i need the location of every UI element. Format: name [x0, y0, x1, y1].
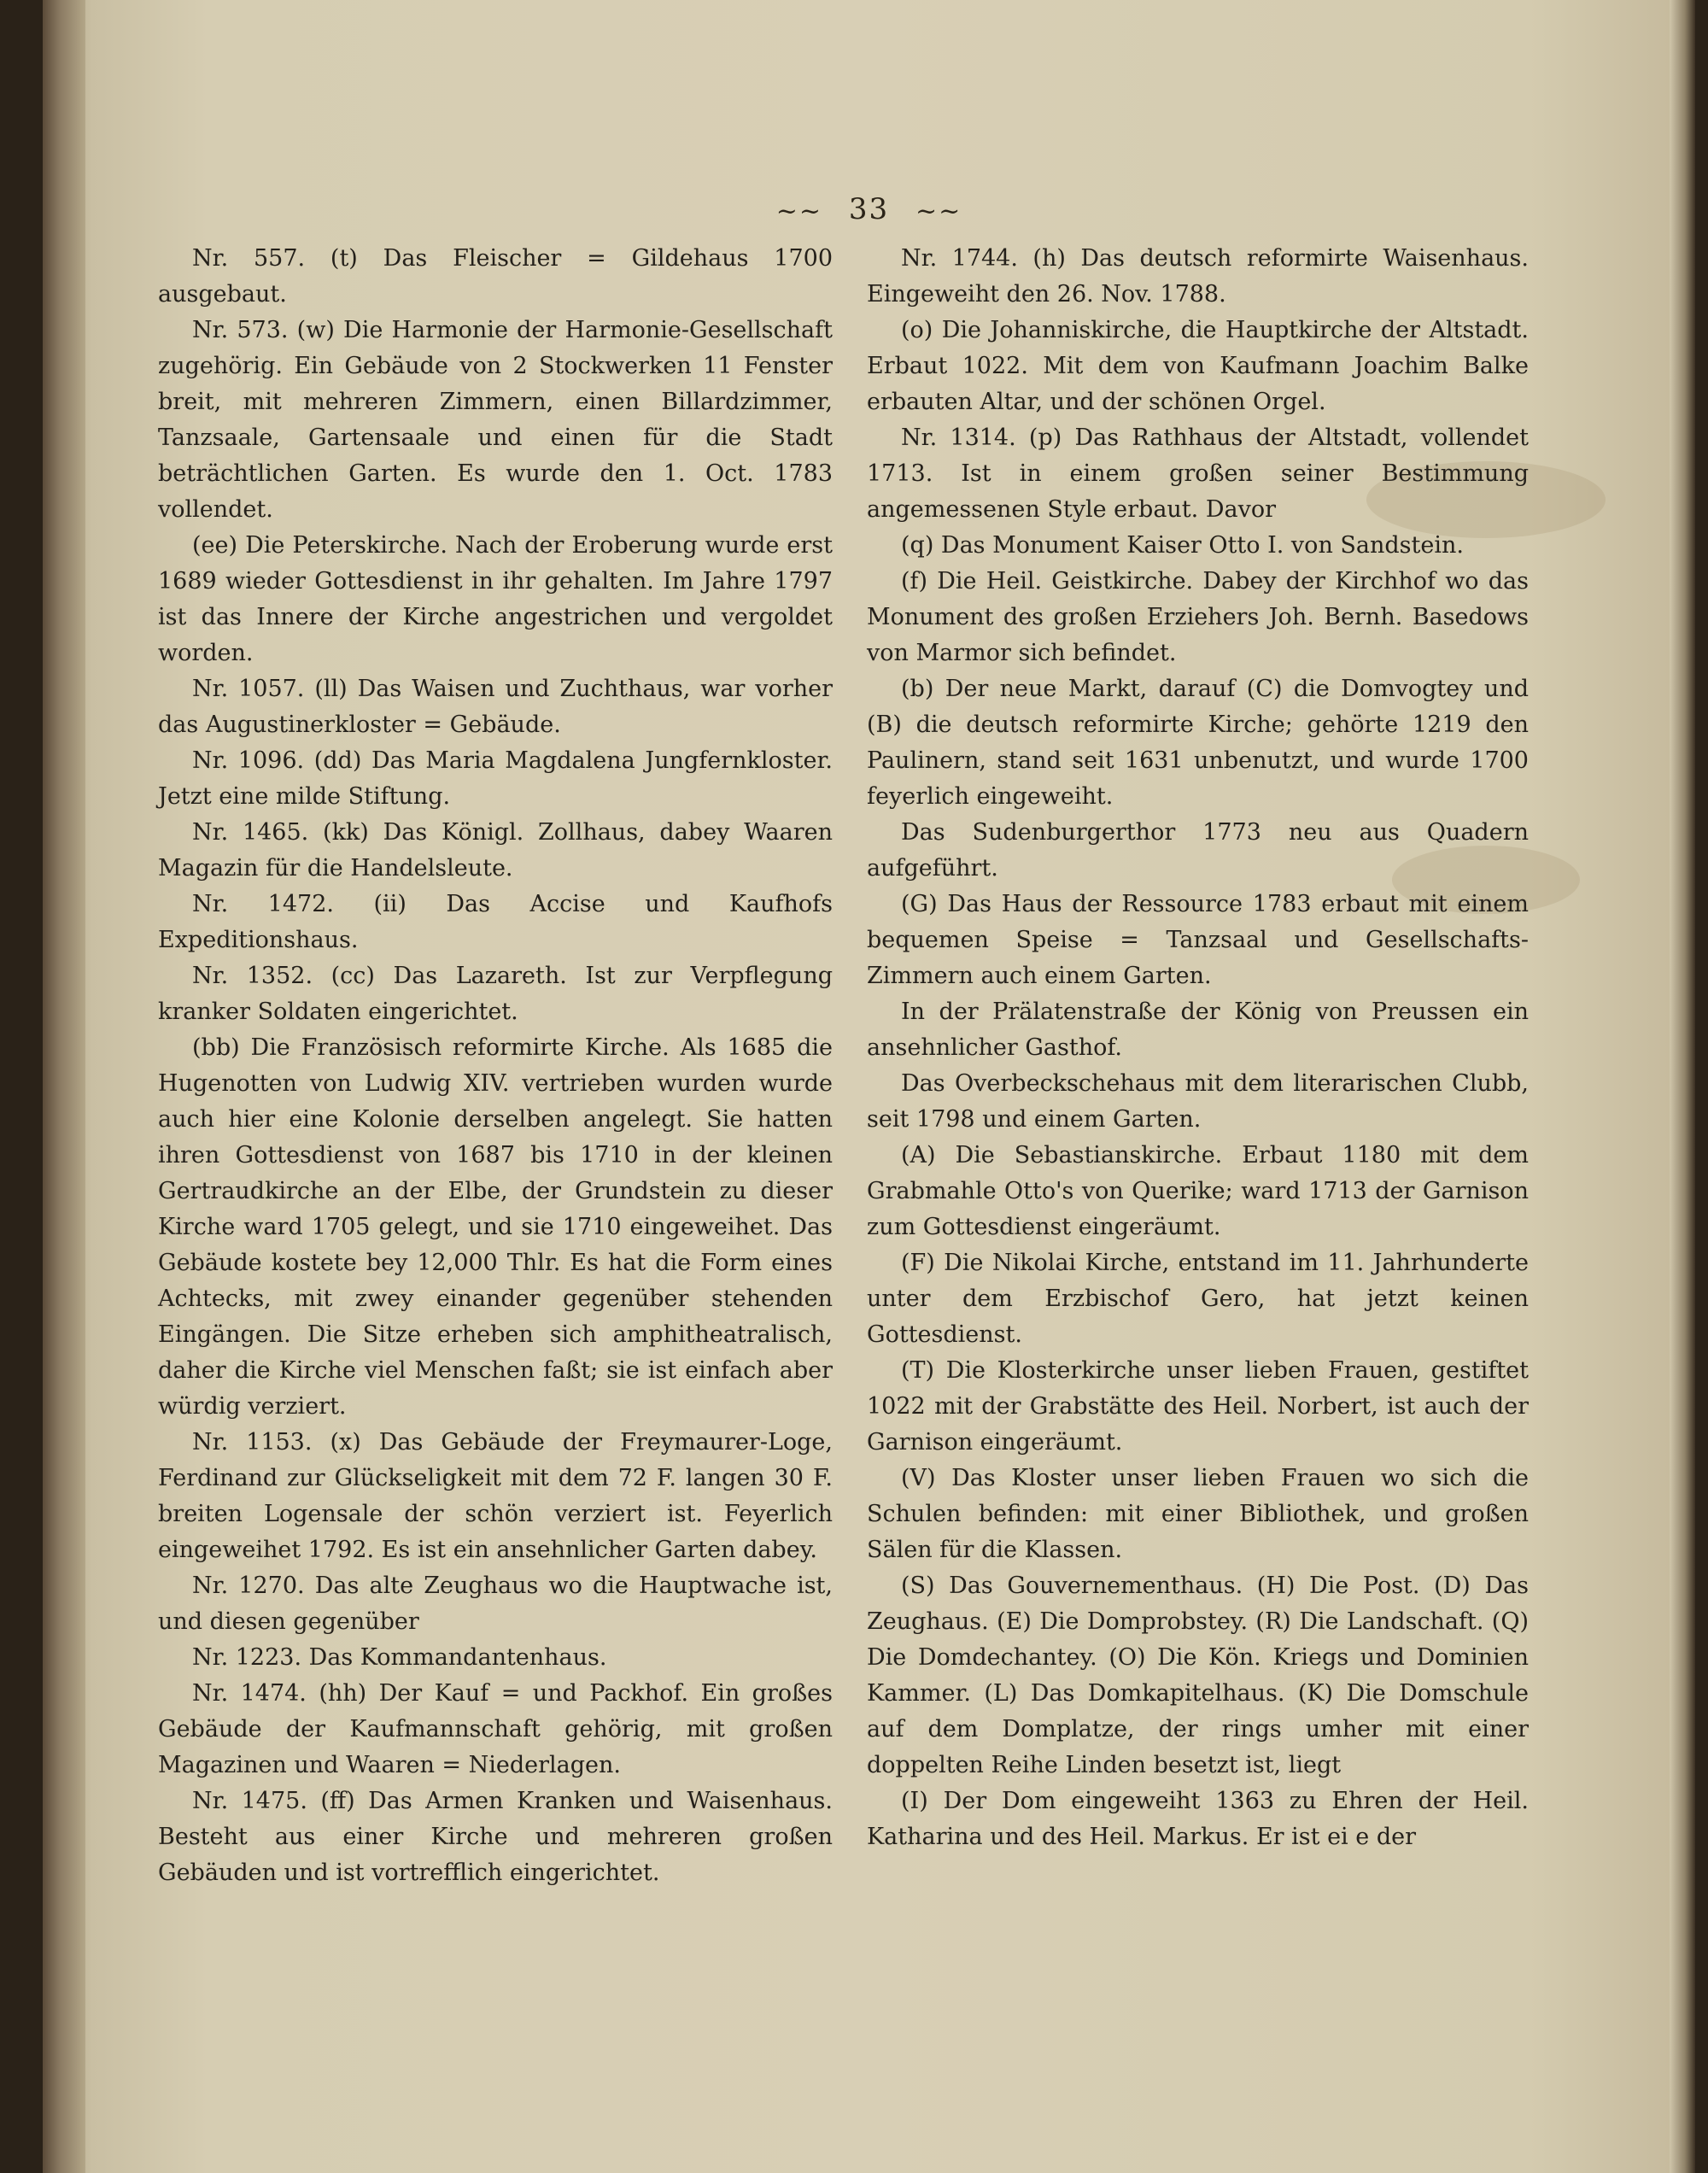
entry-paragraph: Nr. 1465. (kk) Das Königl. Zollhaus, dabey Waaren Magazin für die Handelsleute.: [158, 819, 833, 882]
entry-paragraph: (S) Das Gouvernementhaus. (H) Die Post. (D) Das Zeughaus. (E) Die Domprobstey. (R) Die Landschaft. (Q) Die Domdechantey. (O) Die Kön. Kriegs und Dominien Kammer. (L) Das Domkapitelhaus. (K) Die Domschule auf dem Domplatze, der rings umher mit einer doppelten Reihe Linden besetzt ist, liegt: [867, 1573, 1529, 1778]
entry-paragraph: Nr. 573. (w) Die Harmonie der Harmonie-Gesellschaft zugehörig. Ein Gebäude von 2 Stockwerken 11 Fenster breit, mit mehreren Zimmern, einen Billardzimmer, Tanzsaale, Gartensaale und einen für die Stadt beträchtlichen Garten. Es wurde den 1. Oct. 1783 vollendet.: [158, 317, 833, 523]
left-column: [158, 241, 833, 1891]
header-ornament-right: ~~: [915, 196, 962, 226]
entry-paragraph: (b) Der neue Markt, darauf (C) die Domvogtey und (B) die deutsch reformirte Kirche; gehörte 1219 den Paulinern, stand seit 1631 unbenutzt, und wurde 1700 feyerlich eingeweiht.: [867, 676, 1529, 810]
entry-paragraph: (ee) Die Peterskirche. Nach der Eroberung wurde erst 1689 wieder Gottesdienst in ihr gehalten. Im Jahre 1797 ist das Innere der Kirche angestrichen und vergoldet worden.: [158, 532, 833, 666]
entry-paragraph: Nr. 557. (t) Das Fleischer = Gildehaus 1700 ausgebaut.: [158, 245, 833, 308]
entry-paragraph: Nr. 1475. (ff) Das Armen Kranken und Waisenhaus. Besteht aus einer Kirche und mehreren großen Gebäuden und ist vortrefflich eingerichtet.: [158, 1788, 833, 1886]
entry-paragraph: Nr. 1223. Das Kommandantenhaus.: [192, 1644, 607, 1671]
book-page: [43, 0, 1695, 2173]
page-edge: [1670, 0, 1695, 2173]
entry-paragraph: (T) Die Klosterkirche unser lieben Frauen, gestiftet 1022 mit der Grabstätte des Heil. Norbert, ist auch der Garnison eingeräumt.: [867, 1357, 1529, 1456]
entry-paragraph: (f) Die Heil. Geistkirche. Dabey der Kirchhof wo das Monument des großen Erziehers Joh. Bernh. Basedows von Marmor sich befindet.: [867, 568, 1529, 666]
entry-paragraph: Nr. 1096. (dd) Das Maria Magdalena Jungfernkloster. Jetzt eine milde Stiftung.: [158, 747, 833, 810]
entry-paragraph: Nr. 1270. Das alte Zeughaus wo die Hauptwache ist, und diesen gegenüber: [158, 1573, 833, 1635]
entry-paragraph: (I) Der Dom eingeweiht 1363 zu Ehren der Heil. Katharina und des Heil. Markus. Er ist ei e der: [867, 1788, 1529, 1850]
entry-paragraph: In der Prälatenstraße der König von Preussen ein ansehnlicher Gasthof.: [867, 999, 1529, 1061]
entry-paragraph: Nr. 1352. (cc) Das Lazareth. Ist zur Verpflegung kranker Soldaten eingerichtet.: [158, 963, 833, 1025]
entry-paragraph: (o) Die Johanniskirche, die Hauptkirche der Altstadt. Erbaut 1022. Mit dem von Kaufmann Joachim Balke erbauten Altar, und der schönen Orgel.: [867, 317, 1529, 415]
entry-paragraph: (q) Das Monument Kaiser Otto I. von Sandstein.: [901, 532, 1464, 559]
page-header: [43, 192, 1695, 226]
entry-paragraph: Nr. 1744. (h) Das deutsch reformirte Waisenhaus. Eingeweiht den 26. Nov. 1788.: [867, 245, 1529, 308]
entry-paragraph: Nr. 1314. (p) Das Rathhaus der Altstadt, vollendet 1713. Ist in einem großen seiner Bestimmung angemessenen Style erbaut. Davor: [867, 425, 1529, 523]
entry-paragraph: Nr. 1474. (hh) Der Kauf = und Packhof. Ein großes Gebäude der Kaufmannschaft gehörig, mit großen Magazinen und Waaren = Niederlagen.: [158, 1680, 833, 1778]
entry-paragraph: Das Sudenburgerthor 1773 neu aus Quadern aufgeführt.: [867, 819, 1529, 882]
entry-paragraph: (G) Das Haus der Ressource 1783 erbaut mit einem bequemen Speise = Tanzsaal und Gesellschafts-Zimmern auch einem Garten.: [867, 891, 1529, 989]
entry-paragraph: Nr. 1153. (x) Das Gebäude der Freymaurer-Loge, Ferdinand zur Glückseligkeit mit dem 72 F. langen 30 F. breiten Logensale der schön verziert ist. Feyerlich eingeweihet 1792. Es ist ein ansehnlicher Garten dabey.: [158, 1429, 833, 1563]
entry-paragraph: Nr. 1057. (ll) Das Waisen und Zuchthaus, war vorher das Augustinerkloster = Gebäude.: [158, 676, 833, 738]
page-number: 33: [848, 192, 890, 226]
page-gutter: [43, 0, 85, 2173]
entry-paragraph: (V) Das Kloster unser lieben Frauen wo sich die Schulen befinden: mit einer Bibliothek, und großen Sälen für die Klassen.: [867, 1465, 1529, 1563]
header-ornament-left: ~~: [775, 196, 823, 226]
entry-paragraph: Das Overbeckschehaus mit dem literarischen Clubb, seit 1798 und einem Garten.: [867, 1070, 1529, 1133]
entry-paragraph: (A) Die Sebastianskirche. Erbaut 1180 mit dem Grabmahle Otto's von Querike; ward 1713 der Garnison zum Gottesdienst eingeräumt.: [867, 1142, 1529, 1240]
right-column: [867, 241, 1529, 1855]
entry-paragraph: (bb) Die Französisch reformirte Kirche. Als 1685 die Hugenotten von Ludwig XIV. vertrieben wurden wurde auch hier eine Kolonie derselben angelegt. Sie hatten ihren Gottesdienst von 1687 bis 1710 in der kleinen Gertraudkirche an der Elbe, der Grundstein zu dieser Kirche ward 1705 gelegt, und sie 1710 eingeweihet. Das Gebäude kostete bey 12,000 Thlr. Es hat die Form eines Achtecks, mit zwey einander gegenüber stehenden Eingängen. Die Sitze erheben sich amphitheatralisch, daher die Kirche viel Menschen faßt; sie ist einfach aber würdig verziert.: [158, 1034, 833, 1420]
entry-paragraph: (F) Die Nikolai Kirche, entstand im 11. Jahrhunderte unter dem Erzbischof Gero, hat jetzt keinen Gottesdienst.: [867, 1250, 1529, 1348]
entry-paragraph: Nr. 1472. (ii) Das Accise und Kaufhofs Expeditionshaus.: [158, 891, 833, 953]
